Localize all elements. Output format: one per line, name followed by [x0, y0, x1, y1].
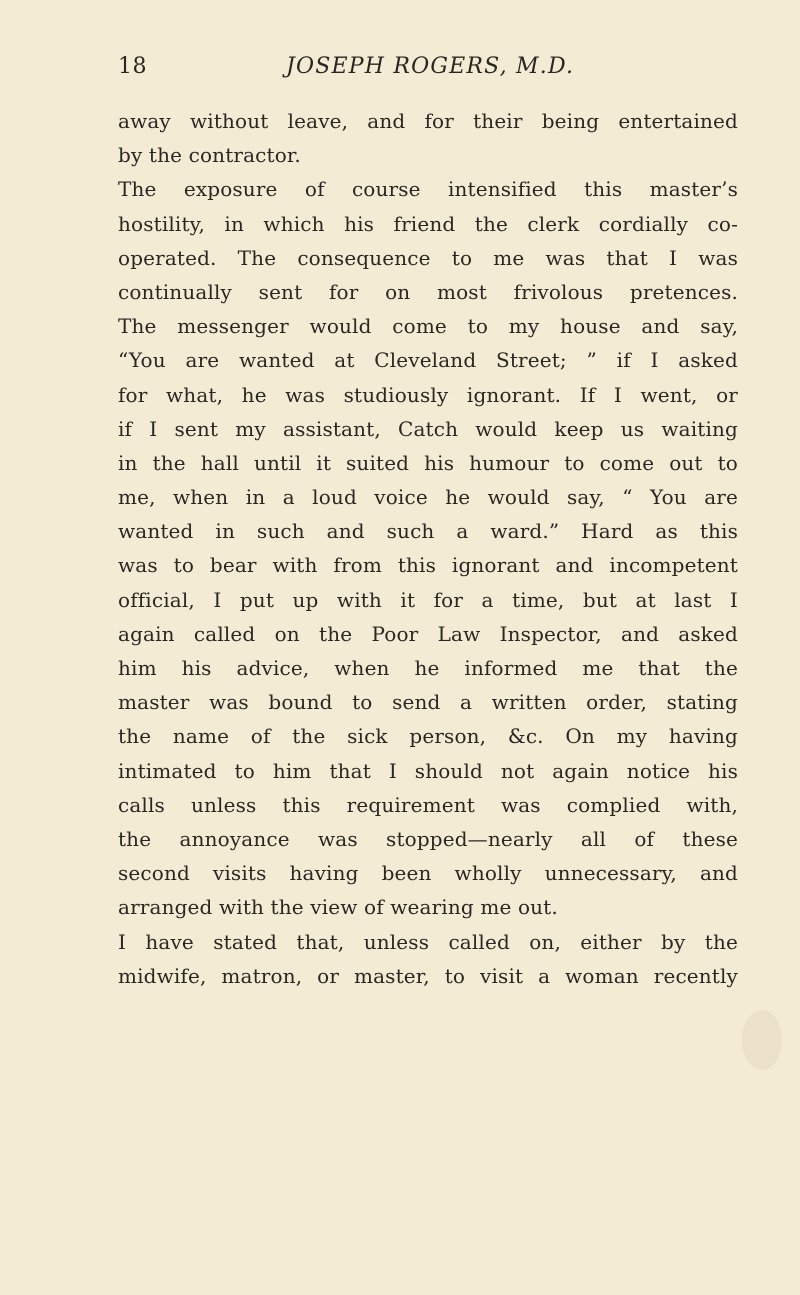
running-head: JOSEPH ROGERS, M.D. [286, 54, 575, 79]
text-line: second visits having been wholly unnecessary, and [118, 861, 738, 886]
text-line: midwife, matron, or master, to visit a woman recently [118, 963, 738, 988]
page-header [0, 52, 800, 92]
text-line: him his advice, when he informed me that the [118, 656, 738, 680]
text-line: again called on the Poor Law Inspector, and asked [118, 621, 738, 646]
page-number: 18 [118, 54, 147, 79]
text-line: official, I put up with it for a time, but at last I [118, 587, 738, 612]
text-line: was to bear with from this ignorant and incompetent [118, 553, 738, 578]
text-line: I have stated that, unless called on, either by the [118, 929, 738, 954]
text-line: arranged with the view of wearing me out. [118, 895, 558, 920]
text-line: me, when in a loud voice he would say, “ You are [118, 485, 738, 510]
text-line: hostility, in which his friend the clerk cordially co- [118, 211, 738, 236]
text-line: master was bound to send a written order, stating [118, 690, 738, 715]
text-line: away without leave, and for their being entertained [118, 109, 738, 133]
text-line: if I sent my assistant, Catch would keep us waiting [118, 416, 738, 441]
text-line: calls unless this requirement was complied with, [118, 792, 738, 817]
text-line: the annoyance was stopped—nearly all of these [118, 826, 738, 851]
text-line: wanted in such and such a ward.” Hard as this [118, 519, 738, 544]
text-line: continually sent for on most frivolous pretences. [118, 279, 738, 304]
text-line: the name of the sick person, &c. On my having [118, 724, 738, 749]
text-line: intimated to him that I should not again notice his [118, 758, 738, 783]
text-line: for what, he was studiously ignorant. If I went, or [118, 382, 738, 407]
text-line: in the hall until it suited his humour to come out to [118, 450, 738, 475]
text-line: The exposure of course intensified this master’s [118, 177, 738, 202]
text-line: The messenger would come to my house and say, [118, 314, 738, 339]
text-line: by the contractor. [118, 143, 301, 168]
paper-stain [742, 1010, 782, 1070]
body-text [118, 104, 738, 993]
text-line: operated. The consequence to me was that I was [118, 245, 738, 270]
text-line: “You are wanted at Cleveland Street; ” if I asked [118, 348, 738, 373]
